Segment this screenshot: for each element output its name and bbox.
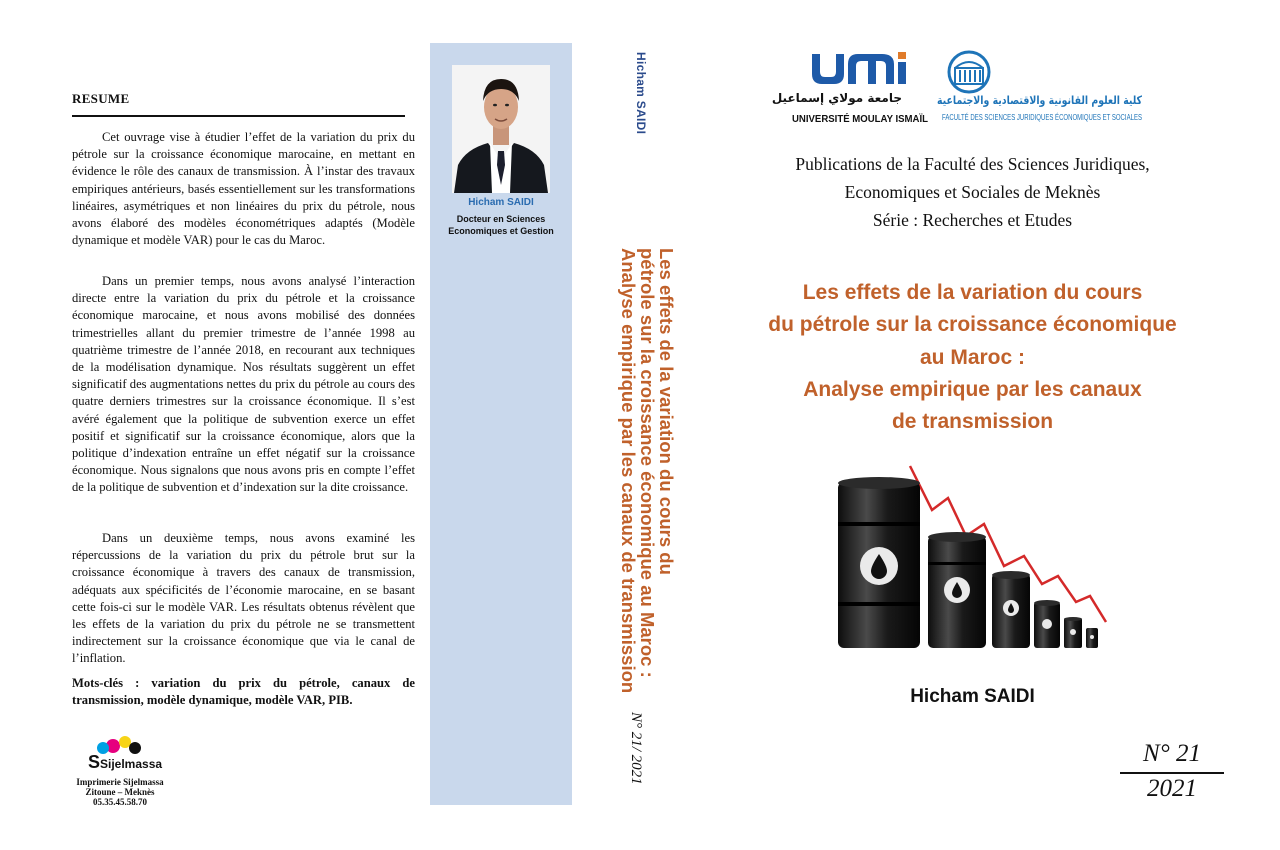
photo-author-name: Hicham SAIDI — [468, 197, 534, 208]
svg-text:Sijelmassa: Sijelmassa — [100, 757, 163, 771]
issue-year: 2021 — [1147, 775, 1197, 802]
resume-divider — [72, 115, 405, 117]
barrel-4-icon — [1034, 600, 1060, 648]
resume-heading: RESUME — [72, 91, 130, 106]
degree-line-1: Docteur en Sciences — [456, 214, 546, 224]
resume-paragraph-1: Cet ouvrage vise à étudier l’effet de la variation du prix du pétrole sur la croissance économique marocaine, en mettant en évidence le rôle des canaux de transmission. À l’instar des travaux empiriques antérieurs, basés essentiellement sur les transformations linéaires, asymétriques et non linéaires du prix du pétrole, nous avons élaboré des modèles économétriques adaptés (Modèle dynamique et modèle VAR) pour le cas du Maroc. — [72, 130, 415, 248]
barrel-2-icon — [928, 532, 986, 648]
spine-title-line-3: Analyse empirique par les canaux de transmission — [618, 248, 639, 694]
publication-series: Série : Recherches et Etudes — [872, 210, 1073, 230]
barrel-6-icon — [1086, 628, 1098, 648]
faculty-emblem-icon — [949, 52, 989, 92]
spine-title — [619, 248, 676, 693]
keywords: Mots-clés : variation du prix du pétrole, canaux de transmission, modèle dynamique, modèle VAR, PIB. — [72, 676, 415, 708]
printer-logo-icon — [85, 734, 163, 772]
publication-line-1: Publications de la Faculté des Sciences Juridiques, — [795, 154, 1150, 174]
spine-title-line-2: pétrole sur la croissance économique au Maroc : — [637, 248, 658, 678]
spine-title-line-1: Les effets de la variation du cours du — [656, 248, 677, 575]
book-title-line-1: Les effets de la variation du cours — [802, 281, 1143, 304]
resume-paragraph-2: Dans un premier temps, nous avons analysé l’interaction directe entre la variation du prix du pétrole et la croissance économique marocaine, et nous avons mobilisé des données trimestrielles allant du premier trimestre de l’année 1998 au quatrième trimestre de l’année 2018, en recourant aux techniques de la modélisation dynamique. Nos résultats suggèrent un effet significatif des augmentations nettes du prix du pétrole au cours des quatre derniers trimestres sur la croissance économique. Il s’est avéré également que la politique de subvention exerce un effet positif et significatif sur la croissance économique, alors que la politique d’indexation entraîne un effet négatif sur la croissance économique. Nous signalons que nous avons pris en compte l’effet de la politique de subvention et d’indexation sur la dite croissance. — [72, 274, 415, 495]
front-author-name: Hicham SAIDI — [910, 686, 1035, 707]
publication-line-2: Economiques et Sociales de Meknès — [844, 182, 1101, 202]
umi-logo — [771, 50, 941, 130]
oil-barrels-illustration — [828, 462, 1118, 652]
svg-text:S: S — [88, 752, 101, 772]
back-cover — [0, 0, 430, 850]
book-title-line-5: de transmission — [891, 410, 1054, 433]
svg-text:FACULTÉ DES SCIENCES JURIDIQUE: FACULTÉ DES SCIENCES JURIDIQUES ÉCONOMIQUES ET SOCIALES — [942, 113, 1142, 122]
book-title-line-4: Analyse empirique par les canaux — [803, 378, 1142, 401]
author-photo — [452, 65, 550, 193]
author-portrait-icon — [452, 65, 550, 193]
issue-divider — [1120, 772, 1224, 774]
book-title-line-2: du pétrole sur la croissance économique — [768, 313, 1177, 336]
photo-author-degree — [430, 213, 572, 237]
resume-paragraph-3: Dans un deuxième temps, nous avons examiné les répercussions de la variation du prix du pétrole brut sur la croissance économique à travers des canaux de transmission, adéquats aux spécificités de l’économie marocaine, en se basant cette fois-ci sur le modèle VAR. Les résultats obtenus révèlent que les effets de la variation du prix du pétrole ne se transmettent indirectement sur la croissance économique que via le canal de l’inflation. — [72, 531, 415, 666]
printer-phone: 05.35.45.58.70 — [93, 797, 147, 807]
barrel-3-icon — [992, 571, 1030, 648]
svg-text:جامعة مولاي إسماعيل: جامعة مولاي إسماعيل — [771, 91, 902, 105]
barrel-5-icon — [1064, 617, 1082, 648]
barrel-1-icon — [838, 477, 920, 648]
issue-number: N° 21 — [1143, 740, 1201, 767]
faculty-logo — [935, 48, 1189, 130]
spine-author: Hicham SAIDI — [634, 52, 648, 135]
printer-block — [70, 734, 170, 807]
svg-text:كلية العلوم القانونية والاقتصا: كلية العلوم القانونية والاقتصادية والاجتماعية — [937, 93, 1189, 107]
book-title-line-3: au Maroc : — [919, 346, 1026, 369]
degree-line-2: Economiques et Gestion — [448, 226, 554, 236]
spine-issue-number: N° 21/ 2021 — [628, 712, 644, 785]
printer-city: Zitoune – Meknès — [85, 787, 155, 797]
svg-text:UNIVERSITÉ MOULAY ISMAÏL: UNIVERSITÉ MOULAY ISMAÏL — [792, 113, 941, 125]
printer-name: Imprimerie Sijelmassa — [76, 777, 164, 787]
